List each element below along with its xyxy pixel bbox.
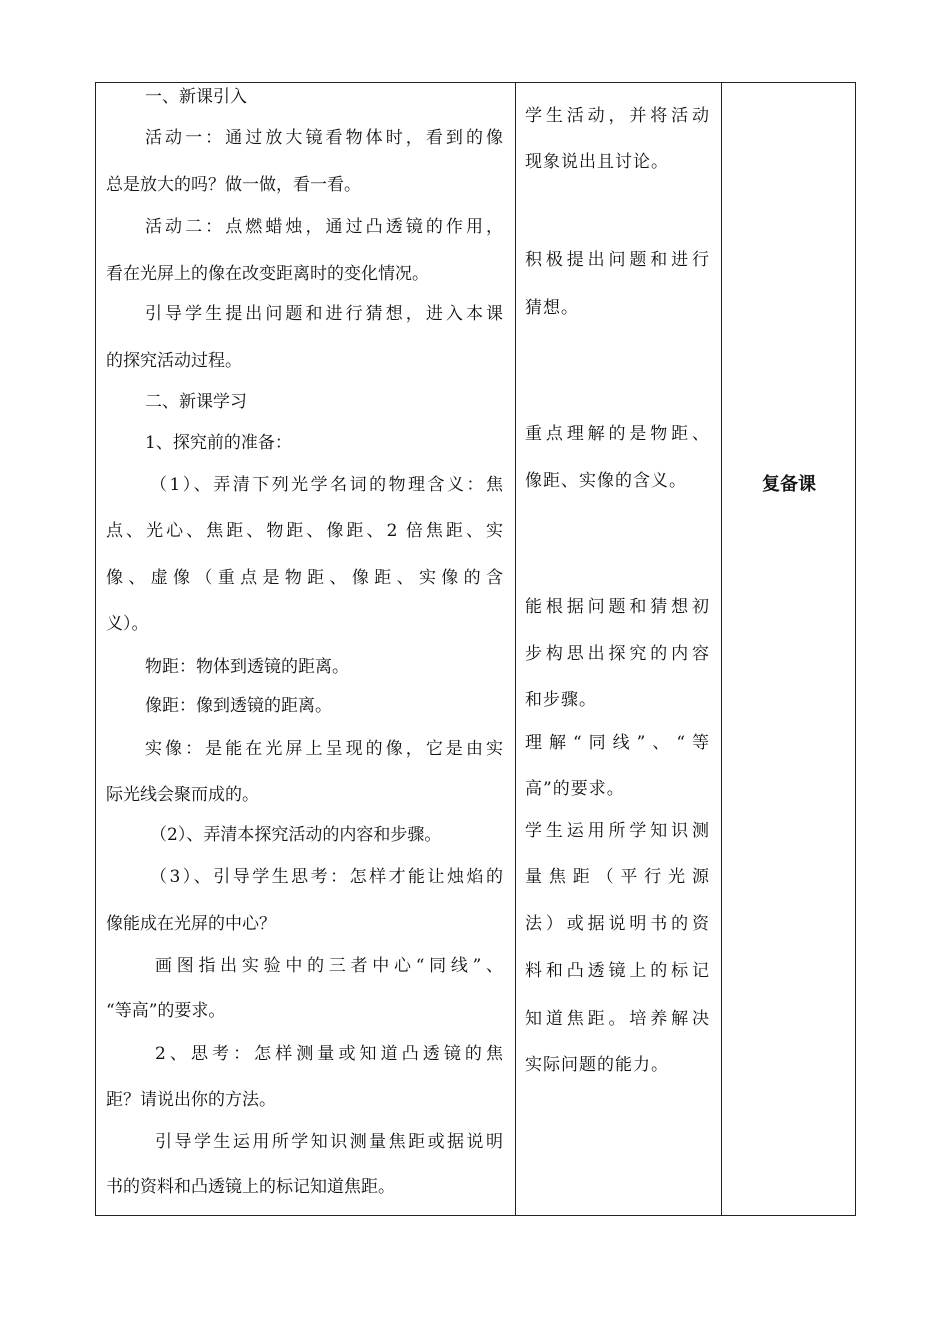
note-line: 积极提出问题和进行	[525, 250, 710, 270]
text-line: 活动二：点燃蜡烛，通过凸透镜的作用，	[145, 217, 503, 237]
text-line: （2）、弄清本探究活动的内容和步骤。	[150, 825, 442, 845]
text-line: 活动一：通过放大镜看物体时，看到的像	[145, 128, 503, 148]
text-line: 的探究活动过程。	[106, 351, 242, 371]
text-line: 像能成在光屏的中心？	[106, 914, 276, 934]
text-line: 实像：是能在光屏上呈现的像，它是由实	[145, 739, 503, 759]
text-line: 总是放大的吗？做一做，看一看。	[106, 175, 361, 195]
note-line: 学生运用所学知识测	[525, 821, 710, 841]
note-line: 猜想。	[525, 298, 579, 318]
note-line: 高”的要求。	[525, 779, 625, 799]
note-line: 像距、实像的含义。	[525, 471, 687, 491]
text-line: 义）。	[106, 614, 149, 634]
note-line: 实际问题的能力。	[525, 1055, 669, 1075]
note-line: 和步骤。	[525, 690, 597, 710]
note-line: 料和凸透镜上的标记	[525, 961, 710, 981]
text-line: （3）、引导学生思考：怎样才能让烛焰的	[150, 867, 503, 887]
text-line: 书的资料和凸透镜上的标记知道焦距。	[106, 1177, 395, 1197]
text-line: 际光线会聚而成的。	[106, 785, 259, 805]
text-line: 二、新课学习	[145, 392, 247, 412]
text-line: 像、虚像（重点是物距、像距、实像的含	[106, 568, 503, 588]
text-line: 距？请说出你的方法。	[106, 1090, 276, 1110]
text-line: （1）、弄清下列光学名词的物理含义：焦	[150, 475, 503, 495]
text-line: 引导学生提出问题和进行猜想，进入本课	[145, 304, 503, 324]
note-line: 理解“同线”、“等	[525, 733, 710, 753]
text-line: 画图指出实验中的三者中心“同线”、	[155, 956, 503, 976]
note-line: 现象说出且讨论。	[525, 152, 669, 172]
note-line: 重点理解的是物距、	[525, 424, 710, 444]
text-line: “等高”的要求。	[106, 1001, 226, 1021]
text-line: 一、新课引入	[145, 87, 247, 107]
note-line: 步构思出探究的内容	[525, 644, 710, 664]
text-line: 点、光心、焦距、物距、像距、2 倍焦距、实	[106, 521, 503, 541]
note-line: 学生活动，并将活动	[525, 106, 710, 126]
text-line: 2、思考：怎样测量或知道凸透镜的焦	[155, 1044, 503, 1064]
note-line: 法）或据说明书的资	[525, 914, 710, 934]
text-line: 看在光屏上的像在改变距离时的变化情况。	[106, 264, 429, 284]
column-divider-2	[721, 83, 722, 1215]
text-line: 物距：物体到透镜的距离。	[145, 657, 349, 677]
note-line: 能根据问题和猜想初	[525, 597, 710, 617]
text-line: 像距：像到透镜的距离。	[145, 696, 332, 716]
note-line: 知道焦距。培养解决	[525, 1009, 710, 1029]
text-line: 1、探究前的准备：	[145, 433, 292, 453]
review-lesson-label: 复备课	[762, 474, 816, 495]
column-divider-1	[515, 83, 516, 1215]
note-line: 量焦距（平行光源	[525, 867, 710, 887]
text-line: 引导学生运用所学知识测量焦距或据说明	[155, 1132, 503, 1152]
